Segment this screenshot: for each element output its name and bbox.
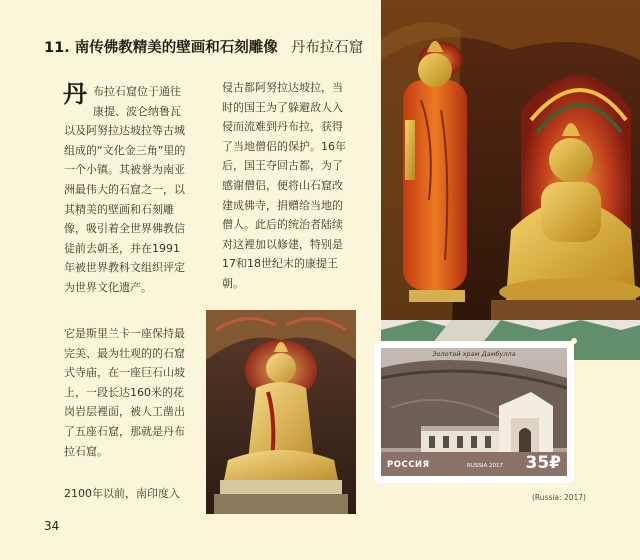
stamp-country: РОССИЯ (387, 460, 430, 470)
body-paragraph-3-continued: 侵古都阿努拉达坡拉，当时的国王为了躲避敌人入侵而流难到丹布拉，获得了当地僧侣的保护。16年后，国王夺回古都，为了感谢僧侣，便将山石窟改建成佛寺，捐赠给当地的僧人。此后的统治者陆续对这裡加以修建，特别是17和18世纪末的康提王朝。 (222, 81, 346, 290)
body-paragraph-1 (64, 82, 190, 298)
stamp-credit: (Russia: 2017) (532, 493, 586, 502)
heading-title: 南传佛教精美的壁画和石刻雕像 (74, 40, 278, 56)
heading-subtitle: 丹布拉石窟 (290, 40, 364, 56)
buddha-statues-photo (381, 0, 640, 360)
stamp-caption: Золотой храм Дамбулла (432, 350, 516, 358)
body-paragraph-2: 它是斯里兰卡一座保持最完美、最为壮观的的石窟式寺庙，在一座巨石山坡上，一段长达160米的花岗岩层裡面，被人工凿出了五座石窟，那就是丹布拉石窟。 (64, 327, 185, 458)
heading-number: 11. (44, 40, 70, 56)
dropcap: 丹 (63, 80, 87, 108)
paragraph-1-text: 布拉石窟位于通往康提、波仑纳鲁瓦以及阿努拉达坡拉等古城组成的“文化金三角”里的一个小镇。其被誉为南亚洲最伟大的石窟之一，以其精美的壁画和石刻雕像，吸引着全世界佛教信徒前去朝圣，并在1991年被世界教科文组织评定为世界文化遗产。 (64, 85, 186, 294)
seated-buddha-illustration (206, 310, 356, 514)
page-number: 34 (44, 519, 60, 533)
buddha-statues-illustration (381, 0, 640, 360)
body-paragraph-3-start: 2100年以前，南印度入 (64, 487, 180, 500)
stamp-year: RUSSIA 2017 (467, 463, 503, 469)
stamp-value: 35₽ (525, 453, 561, 473)
stamp-artwork (381, 348, 567, 476)
postage-stamp (371, 338, 577, 486)
page-heading (44, 36, 363, 57)
seated-buddha-photo (206, 310, 356, 514)
